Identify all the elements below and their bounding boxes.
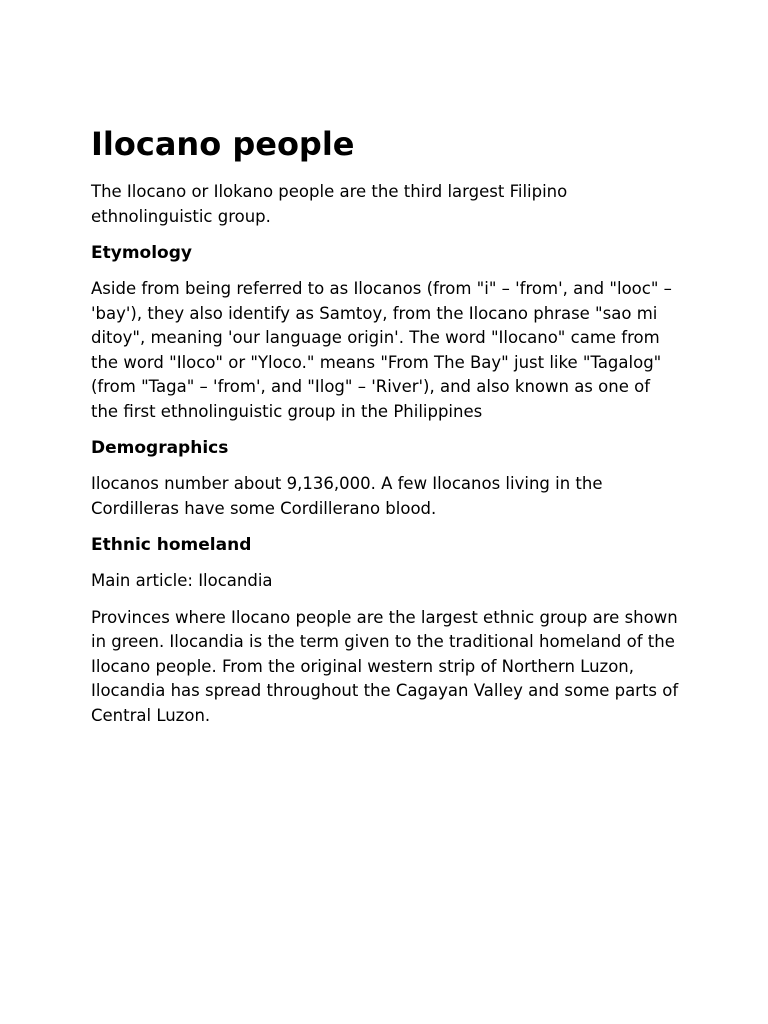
section-demographics <box>91 436 681 521</box>
intro-paragraph: The Ilocano or Ilokano people are the third largest Filipino ethnolinguistic group. <box>91 182 568 226</box>
section-heading: Ethnic homeland <box>91 535 252 555</box>
section-paragraph: Ilocanos number about 9,136,000. A few Ilocanos living in the Cordilleras have some Cordillerano blood. <box>91 474 603 518</box>
page-title: Ilocano people <box>91 125 355 163</box>
section-heading: Etymology <box>91 243 192 263</box>
section-etymology <box>91 241 681 424</box>
section-heading: Demographics <box>91 438 229 458</box>
section-ethnic-homeland <box>91 533 681 728</box>
section-paragraph: Aside from being referred to as Ilocanos (from "i" – 'from', and "looc" – 'bay'), they also identify as Samtoy, from the Ilocano phrase "sao mi ditoy", meaning 'our language origin'. The word "Ilocano" came from the word "Iloco" or "Yloco." means "From The Bay" just like "Tagalog" (from "Taga" – 'from', and "Ilog" – 'River'), and also known as one of the first ethnolinguistic group in the Philippines <box>91 279 672 421</box>
section-paragraph: Provinces where Ilocano people are the largest ethnic group are shown in green. Ilocandia is the term given to the traditional homeland of the Ilocano people. From the original western strip of Northern Luzon, Ilocandia has spread throughout the Cagayan Valley and some parts of Central Luzon. <box>91 607 679 725</box>
document-page <box>91 124 681 740</box>
main-article-note: Main article: Ilocandia <box>91 571 273 590</box>
